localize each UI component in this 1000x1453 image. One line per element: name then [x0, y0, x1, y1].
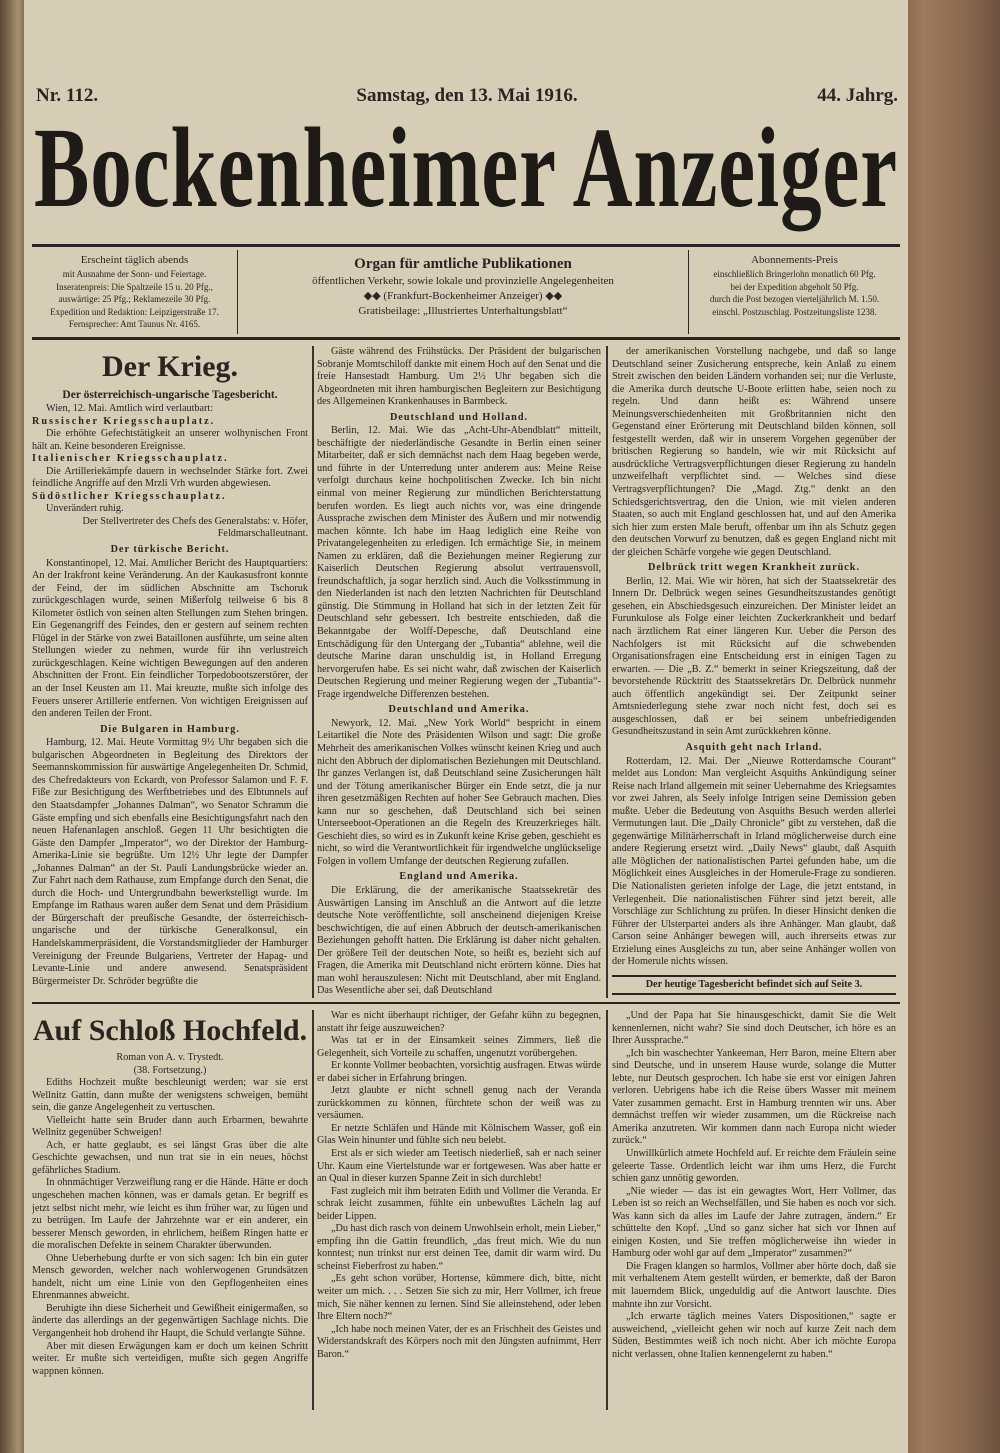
- paragraph: Wien, 12. Mai. Amtlich wird verlautbart:: [46, 403, 214, 414]
- organ-info: [238, 250, 689, 334]
- newspaper-page: [24, 0, 908, 1453]
- subscription-info: [689, 250, 900, 334]
- divider: [32, 244, 900, 247]
- paragraph: „Nie wieder — das ist ein gewagtes Wort, Herr Vollmer, das Leben ist so reich an Wechselfällen, und Sie haben es noch vor sich. Was kann sich da alles im Laufe der Jahre zutragen, ändern.“ Er schüttelte den Kopf. „Und so ganz sicher hat sich vor Ihnen auf einigen Kosten, und Sie treffen möglicherweise ihn wieder in Hamburg oder wohl gar auf dem „Imperator“ zusammen?“: [612, 1185, 896, 1260]
- adjacent-page-edge: [0, 0, 26, 1453]
- info-box: [32, 250, 900, 334]
- section-heading: Der türkische Bericht.: [110, 544, 230, 556]
- paragraph: Vielleicht hatte sein Bruder dann auch Erbarmen, bewahrte Wellnitz gegenüber Schweigen!: [32, 1114, 308, 1139]
- feuilleton-column-3: [612, 1010, 896, 1410]
- paragraph: Newyork, 12. Mai. „New York World“ bespricht in einem Leitartikel die Note des Präsidenten Wilson und sagt: Die große Mehrheit des amerikanischen Volkes wünscht keinen Krieg und auch nicht den Abbruch der diplomatischen Beziehungen mit Deutschland. Ihr ganzes Verlangen ist, daß Deutschland seine Zusicherungen hält und der Tötung amerikanischer Bürger ein Ende setzt, die ja nur ihren gesetzmäßigen Rechten auf hoher See Gebrauch machen. Dies kann nur so geschehen, daß Deutschland sich bei seinen Unterseeboot-Operationen an die Regeln des Kreuzerkrieges hält. Geschieht dies, so wird es in Zukunft keine Krise geben, geschieht es nicht, so wird die Verantwortlichkeit für irgendwelche unglückselige Folgen in vollem Umfange der deutschen Regierung zufallen.: [317, 717, 601, 867]
- theater-heading: Russischer Kriegsschauplatz.: [32, 415, 216, 427]
- paragraph: Er konnte Vollmer beobachten, vorsichtig ausfragen. Etwas würde er dabei sicher in Erfahrung bringen.: [317, 1060, 601, 1084]
- paragraph: Die Erklärung, die der amerikanische Staatssekretär des Auswärtigen Lansing im Anschluß an die Antwort auf die letzte deutsche Note veröffentlichte, soll anscheinend diejenigen Kreise beschwichtigen, die auf einen Abbruch der deutsch-amerikanischen Beziehungen gehofft hatten. Die Erklärung ist daher nicht gehalten. Der größere Teil der deutschen Note, so heißt es, bezieht sich auf Fragen, die Amerika mit Deutschland nicht erörtern könne. Dies hat man wohl herauszulesen: Nicht mit Deutschland, aber mit England. Das Wesentliche aber sei, daß Deutschland: [317, 884, 601, 997]
- signature: Der Stellvertreter des Chefs des Generalstabs: v. Höfer, Feldmarschalleutnant.: [82, 515, 308, 540]
- feuilleton-column-2: [317, 1010, 601, 1410]
- section-heading: Deutschland und Amerika.: [388, 704, 530, 716]
- section-heading: Die Bulgaren in Hamburg.: [100, 723, 240, 735]
- info-line: Expedition und Redaktion: Leipzigerstraße 17.: [50, 306, 219, 317]
- info-line: durch die Post bezogen vierteljährlich M. 1.50.: [709, 294, 880, 304]
- paragraph: Unwillkürlich atmete Hochfeld auf. Er reichte dem Fräulein seine geleerte Tasse. Ordentlich leicht war ihm ums Herz, die Furcht schien ganz unnötig geworden.: [612, 1148, 896, 1185]
- newspaper-title: Bockenheimer Anzeiger: [34, 106, 899, 233]
- organ-head: Organ für amtliche Publikationen: [354, 256, 572, 272]
- article-subheadline: Der österreichisch-ungarische Tagesbericht.: [62, 389, 278, 401]
- paragraph: Konstantinopel, 12. Mai. Amtlicher Bericht des Hauptquartiers: An der Irakfront keine Veränderung. An der Kaukasusfront konnte der Feind, der im südlichen Abschnitte am Tschoruk zurückgeschlagen wurde, seinen Mißerfolg teilweise 6 bis 8 Kilometer östlich von seinen alten Stellungen zum Stehen bringen. Ein Gegenangriff des Feindes, den er gestern auf seinem rechten Flügel in der Stärke von zwei Bataillonen ausführte, um seine alten Stellungen wieder zu nehmen, wurde für ihn verlustreich zurückgeschlagen. Keine wichtigen Bewegungen auf den anderen Abschnitten der Front. Ein feindlicher Torpedobootszerstörer, der an der Insel Keusten am 11. Mai kreuzte, mußte sich infolge des Feuers unserer Artillerie entfernen. Von wichtigen Ereignissen auf den anderen Teilen der Front.: [32, 557, 308, 720]
- news-column-3: [612, 346, 896, 998]
- column-rule: [606, 346, 608, 998]
- paragraph: Die erhöhte Gefechtstätigkeit an unserer wolhynischen Front hält an. Keine besonderen Ereignisse.: [32, 428, 308, 452]
- paragraph: „Es geht schon vorüber, Hortense, kümmere dich, bitte, nicht weiter um mich. . . . Setzen Sie sich zu mir, Herr Vollmer, ich freue mich, Sie näher kennen zu lernen. Sind Sie alleinstehend, oder leben Ihre Eltern noch?“: [317, 1273, 601, 1323]
- paragraph: der amerikanischen Vorstellung nachgebe, und daß so lange Deutschland seiner Zusicherung entspreche, kein Anlaß zu einem Streit zwischen den beiden Ländern vorhanden sei; nur die Verluste, die Amerika durch deutsche U-Boote erlitten habe, seien noch zu regeln. Und dann heißt es: Während unsere Meinungsverschiedenheiten mit Großbritannien nicht den Gegenstand einer Erörterung mit Deutschland bilden können, soll festgestellt werden, daß wir in unserem Vorgehen gegenüber der britischen Regierung so handeln, wie wir mit Rücksicht auf ausdrückliche Vertragsverpflichtungen dieser Regierung zu handeln unzweifelhaft verpflichtet sind. — Welches sind diese Vertragsverpflichtungen? Die „Magd. Ztg.“ denkt an den Schiedsgerichtsvertrag, den die Union, wie mit vielen anderen Staaten, so auch mit England geschlossen hat, und auf den Amerika sich hier zum ersten Male beruft, offenbar um ihn als Schutz gegen den deutschen Vorwurf zu benutzen, daß es gegen England nicht mit der gleichen Schärfe vorgehe wie gegen Deutschland.: [612, 346, 896, 558]
- title-area: [34, 106, 899, 238]
- paragraph: Hamburg, 12. Mai. Heute Vormittag 9½ Uhr begaben sich die bulgarischen Abgeordneten in Begleitung des Direktors der Seemannskommission für auswärtige Angelegenheiten Dr. Schmid, des Chefredakteurs von Eckardt, von Professor Salamon und F. F. Fiße zur Besichtigung des Werftbetriebes und des Elbtunnels auf den Staatsdampfer „Johannes Dalman“, wo Senator Schramm die Gäste empfing und sich ebenfalls eine Besichtigungsfahrt nach den neuen Hafenanlagen anschloß. Gegen 11 Uhr besichtigten die Gäste den Dampfer „Imperator“, wo der Direktor der Hamburg-Amerika-Linie sie begrüßte. Um 12½ Uhr legte der Dampfer „Johannes Dalman“ an der St. Pauli Landungsbrücke wieder an. Zur Fahrt nach dem Rathause, zum Empfange durch den Senat, die durch die Hoch- und Untergrundbahn bewerkstelligt wurde. Im Empfange im Rathaus waren außer dem Senat und dem Präsidium der Bürgerschaft der preußische Gesandte, der österreichisch-ungarische und der türkische Generalkonsul, ein Handelskammerpräsident, die Vorstandsmitglieder der Hamburger Vereinigung der Freunde Bulgariens, Vertreter der Hapag- und Levante-Linie und andere anwesend. Senatspräsident Bürgermeister Dr. Schröder begrüßte die: [32, 737, 308, 987]
- paragraph: In ohnmächtiger Verzweiflung rang er die Hände. Hätte er doch ungeschehen machen können, was er damals getan. Er begriff es jetzt selbst nicht mehr, wie leicht es ihm früher war, zu lügen und zu betrügen. Im Laufe der Jahrzehnte war er ein anderer, ein besserer Mensch geworden, in ehrlichem, heißem Ringen hatte er die moralischen Defekte in seinem Charakter überwunden.: [32, 1177, 308, 1252]
- paragraph: Was tat er in der Einsamkeit seines Zimmers, ließ die Gelegenheit, sich Vorteile zu schaffen, ungenutzt vorübergehen.: [317, 1035, 601, 1059]
- notice: Der heutige Tagesbericht befindet sich auf Seite 3.: [612, 975, 896, 996]
- paragraph: Die Fragen klangen so harmlos, Vollmer aber hörte doch, daß sie mit verhaltenem Atem gestellt würden, er bemerkte, daß der Baron mit lauerndem Blick, ungeduldig auf die Antwort lauschte. Dies mahnte ihn zur Vorsicht.: [612, 1260, 896, 1310]
- paragraph: Die Artilleriekämpfe dauern in wechselnder Stärke fort. Zwei feindliche Angriffe auf den Mrzli Vrh wurden abgewiesen.: [32, 465, 308, 490]
- paragraph: „Ich bin waschechter Yankeeman, Herr Baron, meine Eltern aber sind Deutsche, und in unserem Hause wurde, solange die Mutter lebte, nur Deutsch gesprochen. Ich habe sie erst vor einigen Jahren verloren. Uebrigens habe ich die Reise übers Wasser mit meinem Vater zusammen gemacht. Erst in Hamburg trennten wir uns. Aber demnächst treffen wir wieder zusammen, um die Rückreise nach Amerika anzutreten. Wir kommen dann nach Europa nicht wieder zurück.“: [612, 1047, 896, 1147]
- article-headline: Auf Schloß Hochfeld.: [32, 1014, 308, 1047]
- paragraph: „Ich erwarte täglich meines Vaters Dispositionen,“ sagte er ausweichend, „vielleicht gehen wir noch auf kurze Zeit nach dem Süden, Bestimmtes weiß ich noch nicht. Aber ich möchte Europa nicht verlassen, ohne Italien kennengelernt zu haben.“: [612, 1311, 896, 1360]
- paragraph: Jetzt glaubte er nicht schnell genug nach der Veranda zurückkommen zu können, fürchtete schon der weiß was zu versäumen.: [317, 1085, 601, 1122]
- column-rule: [312, 346, 314, 998]
- theater-heading: Südöstlicher Kriegsschauplatz.: [32, 490, 227, 502]
- news-column-1: [32, 346, 308, 998]
- publication-info-head: Erscheint täglich abends: [80, 254, 189, 266]
- paragraph: „Und der Papa hat Sie hinausgeschickt, damit Sie die Welt kennenlernen, nicht wahr? Sie sind doch Deutscher, ich höre es an Ihrer Aussprache.“: [612, 1010, 896, 1047]
- section-heading: Delbrück tritt wegen Krankheit zurück.: [647, 562, 861, 574]
- section-heading: England und Amerika.: [399, 871, 519, 883]
- theater-heading: Italienischer Kriegsschauplatz.: [32, 453, 229, 465]
- issue-number: Nr. 112.: [36, 85, 99, 106]
- masthead-line: [36, 84, 898, 108]
- publication-info: [32, 250, 238, 334]
- paragraph: Ach, er hatte geglaubt, es sei längst Gras über die alte Geschichte gewachsen, und nun trat sie in ein neues, höchst gefährliches Stadium.: [32, 1139, 308, 1176]
- paragraph: Berlin, 12. Mai. Wie wir hören, hat sich der Staatssekretär des Innern Dr. Delbrück wegen seines Gesundheitszustandes genötigt gesehen, ein Abschiedsgesuch einzureichen. Der Minister leidet an Furunkulose als Folge einer leichten Zuckerkrankheit und bedarf nach ärztlichem Rat einer längeren Kur. Ueber die Person des Nachfolgers ist mit Rücksicht auf die schwebenden Organisationsfragen eine Entscheidung erst in einigen Tagen zu erwarten. — Die „B. Z.“ bemerkt in seiner Kriegszeitung, daß der bevorstehende Rücktritt des Staatssekretärs Dr. Delbrück nunmehr auch öffentlich angekündigt sei. Der Zeitpunkt seiner Amtsniederlegung stehe zwar noch nicht fest, doch sei es ausgeschlossen, daß er bei seinem unbefriedigenden Gesundheitszustand in sein Amt zurückkehren könne.: [612, 575, 896, 738]
- paragraph: Er netzte Schläfen und Hände mit Kölnischem Wasser, goß ein Glas Wein hinunter und fühlte sich neu belebt.: [317, 1122, 601, 1147]
- byline: (38. Fortsetzung.): [133, 1064, 207, 1076]
- info-line: Fernsprecher: Amt Taunus Nr. 4165.: [68, 319, 201, 329]
- info-line: einschließlich Bringerlohn monatlich 60 Pfg.: [713, 269, 876, 279]
- section-heading: Asquith geht nach Irland.: [685, 741, 823, 753]
- paragraph: War es nicht überhaupt richtiger, der Gefahr kühn zu begegnen, anstatt ihr feige auszuweichen?: [317, 1010, 601, 1034]
- divider: [32, 337, 900, 340]
- paragraph: Rotterdam, 12. Mai. Der „Nieuwe Rotterdamsche Courant“ meldet aus London: Man vergleicht Asquiths Ankündigung seiner Reise nach Irland allgemein mit seiner Uebernahme des Kriegsamtes vor zwei Jahren, als Seely infolge Intrigen seine Demission geben mußte. Ueber die Bedeutung von Asquiths Besuch werden allerlei Vermutungen laut. Die „Daily Chronicle“ gibt zu verstehen, daß die gegenwärtige Militärherrschaft in Irland möglicherweise durch eine andere Regierung ersetzt wird. „Daily News“ glaubt, daß Asquith alle Möglichen der nationalistischen Partei gefunden habe, um die Möglichkeit eines Ausgleiches in der Homerule-Frage zu sondieren. Die Nationalisten gerieten infolge der Lage, die jetzt entstand, in Verlegenheit. Die nationalistischen Führer sind jetzt bereit, alle Vorschläge zur Schlichtung zu prüfen. In dieser Hinsicht denken die Führer der Ulsterpartei anders als ihre Anhänger. Man glaubt, daß Carson seine Anhänger bewegen will, auch ihrerseits etwas zur Erzielung eines Ausgleichs zu tun, aber seine Anhänger wollen von der Homerule nichts wissen.: [612, 755, 896, 968]
- article-headline: Der Krieg.: [101, 350, 239, 383]
- paragraph: Unverändert ruhig.: [46, 503, 124, 515]
- paragraph: „Du hast dich rasch von deinem Unwohlsein erholt, mein Lieber,“ empfing ihn die Gattin freundlich, „das freut mich. Wie du nun konntest; nun trinkst nur erst deinen Tee, damit dir warm wird. Du scheinst Fieberfrost zu haben.“: [317, 1223, 601, 1272]
- issue-date: Samstag, den 13. Mai 1916.: [356, 85, 578, 106]
- column-rule: [606, 1010, 608, 1410]
- info-line: Inseratenpreis: Die Spaltzeile 15 u. 20 Pfg.,: [56, 281, 213, 292]
- column-rule: [312, 1010, 314, 1410]
- info-line: mit Ausnahme der Sonn- und Feiertage.: [62, 269, 207, 279]
- info-line: Gratisbeilage: „Illustriertes Unterhaltungsblatt“: [358, 305, 568, 317]
- paragraph: Ohne Ueberhebung durfte er von sich sagen: Ich bin ein guter Mensch geworden, welcher nach wohlerwogenen Grundsätzen handelt, nicht um eine Linie von den Gepflogenheiten eines Ehrenmannes abweicht.: [32, 1252, 308, 1302]
- info-line: auswärtige: 25 Pfg.; Reklamezeile 30 Pfg.: [58, 294, 211, 304]
- paragraph: Berlin, 12. Mai. Wie das „Acht-Uhr-Abendblatt“ mitteilt, beschäftigte der niederländische Gesandte in Berlin einen seiner Mitarbeiter, daß er sich demnächst nach dem Haag begeben werde, und führte in der Unterredung unter anderem aus: Meine Reise verfolgt durchaus keine hochpolitischen Zwecke. Ich bin nicht einmal von meiner Regierung zur mündlichen Berichterstattung berufen worden. Es liegt auch nichts vor, was eine dringende Aussprache zwischen dem Minister des Äußern und mir notwendig machen könnte. Ich habe im Haag lediglich eine Reihe von Privatangelegenheiten zu erledigen. Ich ermächtige Sie, in meinem Namen zu erklären, daß die Beziehungen meiner Regierung zur Kaiserlich Deutschen Regierung absolut vertrauensvoll, freundschaftlich, ja sogar herzlich sind. Auch die Volksstimmung in den Niederlanden ist nach den letzten Nachrichten für Deutschland günstig. Die Stimmung in Holland hat sich in der letzten Zeit für Deutschland sehr gebessert. Ich bestreite entschieden, daß die Bekanntgabe der Wolff-Depesche, daß Deutschland eine Entschädigung für den Untergang der „Tubantia“ ablehne, weil die deutsche Marine daran unschuldig ist, in Holland Erregung hervorgerufen habe. Es sei nicht wahr, daß zwischen der Kaiserlich Deutschen Regierung und meiner Regierung wegen der „Tubantia“-Frage irgendwelche Differenzen bestehen.: [317, 425, 601, 700]
- byline: Roman von A. v. Trystedt.: [116, 1052, 224, 1063]
- paragraph: Ediths Hochzeit mußte beschleunigt werden; war sie erst Wellnitz Gattin, dann mußte der wenigstens schweigen, bemüht sein, die ganze Angelegenheit zu vertuschen.: [32, 1077, 308, 1114]
- paragraph: Aber mit diesen Erwägungen kam er doch um keinen Schritt weiter. Er mußte sich verteidigen, mußte sich gegen Angriffe wappnen können.: [32, 1340, 308, 1377]
- info-line: ◆◆ (Frankfurt-Bockenheimer Anzeiger) ◆◆: [363, 290, 563, 302]
- paragraph: „Ich habe noch meinen Vater, der es an Frischheit des Geistes und Widerstandskraft des Körpers noch mit den Jüngsten aufnimmt, Herr Baron.“: [317, 1323, 601, 1360]
- paragraph: Erst als er sich wieder am Teetisch niederließ, sah er nach seiner Uhr. Kaum eine Viertelstunde war er fortgewesen. Was aber hatte er an Qual in dieser kurzen Spanne Zeit in sich durchlebt!: [317, 1148, 601, 1185]
- info-line: öffentlichen Verkehr, sowie lokale und provinzielle Angelegenheiten: [312, 275, 614, 287]
- book-binding: [905, 0, 1000, 1453]
- feuilleton-column-1: [32, 1010, 308, 1410]
- volume-year: 44. Jahrg.: [817, 85, 898, 106]
- subscription-head: Abonnements-Preis: [751, 254, 838, 266]
- news-column-2: [317, 346, 601, 998]
- info-line: bei der Expedition abgeholt 50 Pfg.: [730, 281, 859, 292]
- feuilleton-divider: [32, 1002, 900, 1004]
- info-line: einschl. Postzuschlag. Postzeitungsliste 1238.: [712, 306, 877, 317]
- paragraph: Beruhigte ihn diese Sicherheit und Gewißheit einigermaßen, so änderte das allerdings an der gegenwärtigen Sachlage nichts. Die Vergangenheit hob drohend ihr Haupt, die Schuld verlangte Sühne.: [32, 1302, 308, 1340]
- section-heading: Deutschland und Holland.: [389, 411, 529, 423]
- paragraph: Gäste während des Frühstücks. Der Präsident der bulgarischen Sobranje Momtschiloff dankte mit einem Hoch auf den Senat und die freie Hansestadt Hamburg. Um 2½ Uhr begaben sich die Abgeordneten mit ihren hamburgischen Begleitern zur Besichtigung des Allgemeinen Krankenhauses in Barmbeck.: [317, 346, 601, 408]
- paragraph: Fast zugleich mit ihm betraten Edith und Vollmer die Veranda. Er schrak leicht zusammen, fühlte ein unbewußtes Lächeln lag auf beider Lippen.: [317, 1185, 601, 1222]
